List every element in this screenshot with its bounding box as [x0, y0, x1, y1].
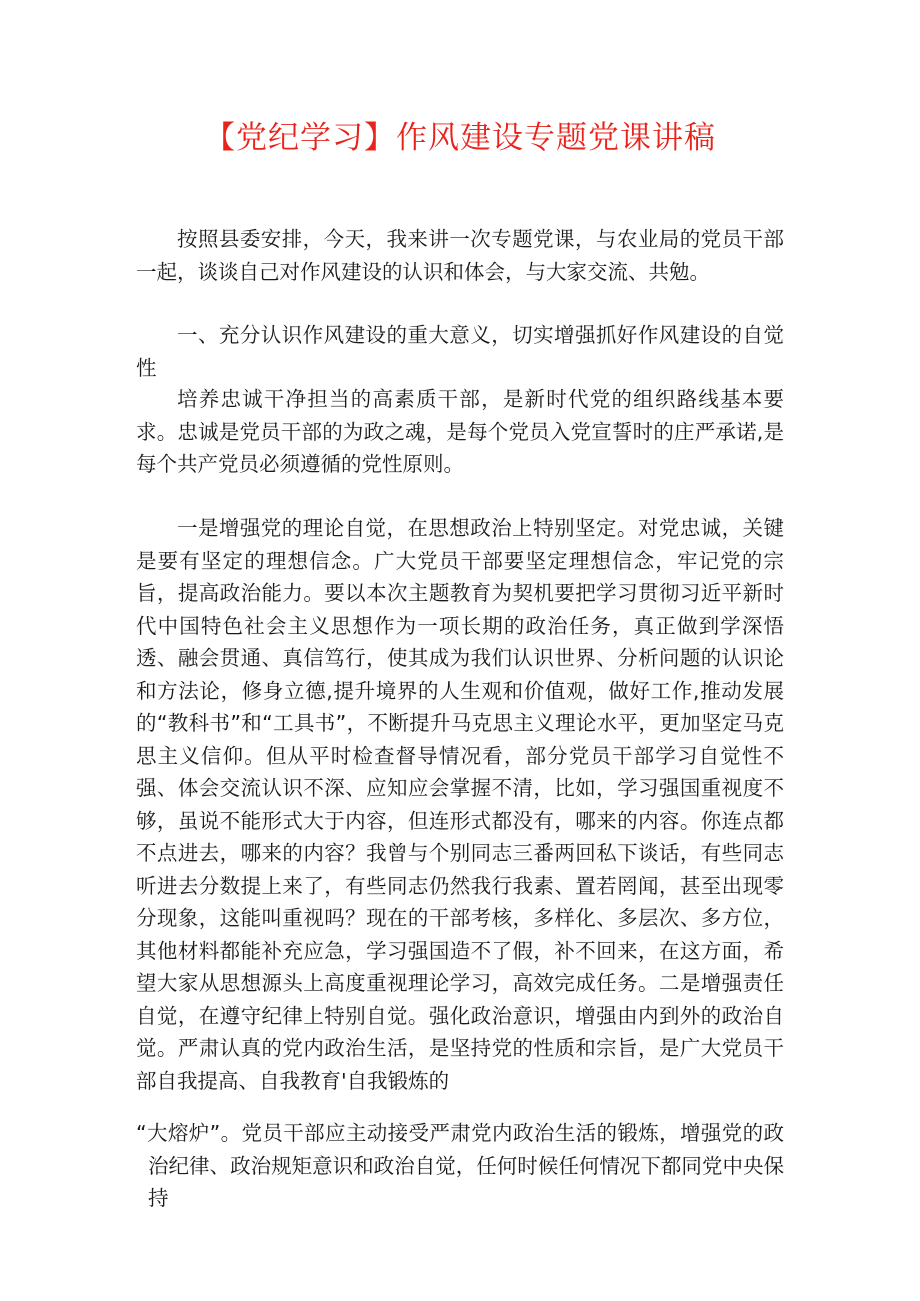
title-bracket: 【党纪学习】 — [204, 120, 396, 156]
section-heading: 一、充分认识作风建设的重大意义，切实增强抓好作风建设的自觉性 — [136, 323, 784, 380]
body-paragraph: 培养忠诚干净担当的高素质干部，是新时代党的组织路线基本要求。忠诚是党员干部的为政之魂，是每个党员入党宣誓时的庄严承诺,是每个共产党员必须遵循的党性原则。 — [136, 387, 784, 476]
body-paragraph: 一是增强党的理论自觉，在思想政治上特别坚定。对党忠诚，关键是要有坚定的理想信念。广大党员干部要坚定理想信念，牢记党的宗旨，提高政治能力。要以本次主题教育为契机要把学习贯彻习近平新时代中国特色社会主义思想作为一项长期的政治任务，真正做到学深悟透、融会贯通、真信笃行，使其成为我们认识世界、分析问题的认识论和方法论，修身立德,提升境界的人生观和价值观，做好工作,推动发展的“教科书”和“工具书”，不断提升马克思主义理论水平，更加坚定马克思主义信仰。但从平时检查督导情况看，部分党员干部学习自觉性不强、体会交流认识不深、应知应会掌握不清，比如，学习强国重视度不够，虽说不能形式大于内容，但连形式都没有，哪来的内容。你连点都不点进去，哪来的内容？我曾与个别同志三番两回私下谈话，有些同志听进去分数提上来了，有些同志仍然我行我素、置若罔闻，甚至出现零分现象，这能叫重视吗？现在的干部考核，多样化、多层次、多方位，其他材料都能补充应急，学习强国造不了假，补不回来，在这方面，希望大家从思想源头上高度重视理论学习，高效完成任务。二是增强责任自觉，在遵守纪律上特别自觉。强化政治意识，增强由内到外的政治自觉。严肃认真的党内政治生活，是坚持党的性质和宗旨，是广大党员干部自我提高、自我教育'自我锻炼的 — [136, 516, 784, 1093]
title-main: 作风建设专题党课讲稿 — [396, 120, 716, 156]
intro-paragraph: 按照县委安排，今天，我来讲一次专题党课，与农业局的党员干部一起，谈谈自己对作风建设的认识和体会，与大家交流、共勉。 — [136, 227, 784, 284]
document-title — [0, 112, 920, 164]
body-paragraph: “大熔炉”。党员干部应主动接受严肃党内政治生活的锻炼，增强党的政治纪律、政治规矩意识和政治自觉，任何时候任何情况下都同党中央保持 — [136, 1121, 784, 1210]
